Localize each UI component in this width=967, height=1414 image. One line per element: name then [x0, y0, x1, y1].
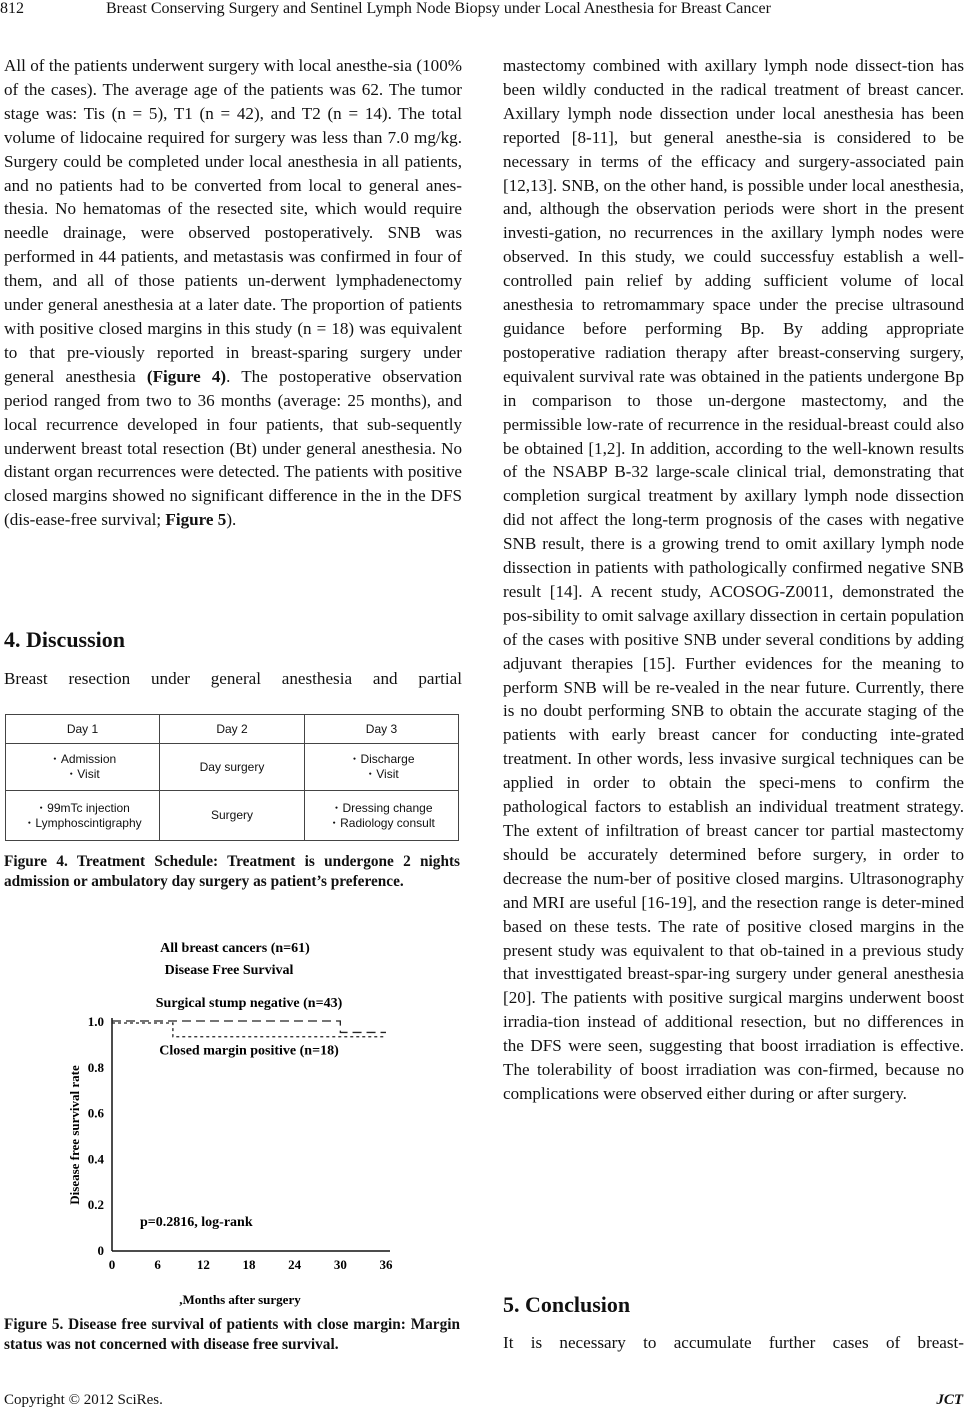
conclusion-start-paragraph: It is necessary to accumulate further cases of breast-	[503, 1333, 964, 1352]
results-text-end: ).	[226, 510, 237, 530]
table-cell	[304, 744, 458, 791]
cell-line: ・Visit	[65, 767, 100, 781]
series-line-1	[112, 1021, 386, 1032]
x-tick-label: 12	[196, 1257, 210, 1272]
y-axis-label: Disease free survival rate	[67, 1065, 82, 1205]
x-tick-label: 30	[333, 1257, 347, 1272]
x-tick-label: 0	[108, 1257, 116, 1272]
x-tick-label: 6	[154, 1257, 161, 1272]
cell-line: ・Discharge	[348, 752, 415, 766]
cell-line: ・Dressing change	[330, 800, 433, 815]
table-cell	[160, 744, 305, 791]
y-tick-label: 0	[97, 1243, 104, 1258]
x-axis-label: ,Months after surgery	[179, 1292, 301, 1307]
copyright-footer: Copyright © 2012 SciRes.	[4, 1392, 163, 1408]
section-heading-conclusion: 5. Conclusion	[503, 1292, 631, 1317]
page-number: 812	[0, 0, 24, 17]
discussion-start-paragraph: Breast resection under general anesthesia and partial	[4, 669, 462, 688]
results-paragraph	[4, 54, 462, 532]
series-line-2	[112, 1023, 386, 1037]
series-label-1: Surgical stump negative (n=43)	[155, 996, 343, 1011]
y-tick-label: 0.6	[87, 1105, 104, 1121]
section-heading-discussion: 4. Discussion	[4, 627, 126, 652]
table-row	[6, 744, 459, 791]
x-tick-label: 18	[242, 1257, 256, 1272]
series-label-2: Closed margin positive (n=18)	[159, 1043, 339, 1059]
p-value-annotation: p=0.2816, log-rank	[140, 1215, 253, 1230]
cell-line: Surgery	[210, 808, 253, 822]
plot-area	[88, 996, 393, 1272]
y-tick-label: 0.2	[87, 1197, 104, 1213]
chart-subtitle: Disease Free Survival	[164, 963, 294, 978]
cell-line: ・Radiology consult	[328, 815, 435, 830]
table-cell	[160, 791, 305, 841]
treatment-schedule-table	[5, 714, 459, 841]
x-tick-label: 24	[288, 1257, 302, 1272]
results-text: All of the patients underwent surgery with local anesthe-sia (100% of the cases). The average age of the patients was 62. The tumor stage was: Tis (n = 5), T1 (n = 42), and T2 (n = 14). The total volume of lidocaine required for surgery was less than 7.0 mg/kg. Surgery could be completed under local anesthesia in all patients, and no patients had to be converted from local to general anes-thesia. No hematomas of the resected site, which would require needle drainage, were observed postoperatively. SNB was performed in 44 patients, and metastasis was confirmed in four of them, and all of those patients un-derwent lymphadenectomy under general anesthesia at a later date. The proportion of patients with positive closed margins in this study (n = 18) was equivalent to that pre-viously reported in breast-sparing surgery under general anesthesia	[4, 56, 462, 386]
table-cell	[6, 791, 160, 841]
figure5-caption: Figure 5. Disease free survival of patients with close margin: Margin status was not concerned with disease free survival.	[4, 1316, 460, 1353]
cell-line: ・Lymphoscintigraphy	[23, 815, 142, 830]
left-column	[4, 54, 462, 532]
cell-line: ・Admission	[48, 752, 117, 766]
y-tick-label: 0.8	[87, 1059, 104, 1075]
x-tick-label: 36	[379, 1257, 393, 1272]
results-text-2: . The postoperative observation period ranged from two to 36 months (average: 25 months), and local recurrence developed in four patients, that sub-sequently underwent breast total resection (Bt) under general anesthesia. No distant organ recurrences were detected. The patients with positive closed margins showed no significant difference in the in the DFS (dis-ease-free survival;	[4, 366, 462, 530]
journal-footer: JCT	[936, 1392, 963, 1408]
figure4-caption: Figure 4. Treatment Schedule: Treatment is undergone 2 nights admission or ambulatory day surgery as patient’s preference.	[4, 853, 460, 890]
table-cell	[304, 791, 458, 841]
header-day-1: Day 1	[6, 715, 160, 744]
header-day-3: Day 3	[304, 715, 458, 744]
table-cell	[6, 744, 160, 791]
cell-line: ・Visit	[364, 767, 399, 781]
running-header	[0, 0, 967, 24]
figure5-reference: Figure 5	[165, 510, 227, 530]
y-tick-label: 1.0	[87, 1014, 104, 1029]
y-tick-label: 0.4	[87, 1151, 104, 1167]
running-title: Breast Conserving Surgery and Sentinel Lymph Node Biopsy under Local Anesthesia for Breast Cancer	[106, 0, 771, 17]
cell-line: Day surgery	[199, 759, 265, 774]
chart-title: All breast cancers (n=61)	[160, 941, 310, 956]
cell-line: ・99mTc injection	[35, 800, 130, 815]
header-day-2: Day 2	[160, 715, 305, 744]
right-column	[503, 54, 964, 1106]
figure4-reference: (Figure 4)	[146, 366, 227, 386]
dfs-chart	[60, 935, 420, 1315]
table-header-row	[6, 715, 459, 744]
table-row	[6, 791, 459, 841]
discussion-paragraph: mastectomy combined with axillary lymph node dissect-tion has been wildly conducted in the radical treatment of breast cancer. Axillary lymph node dissection under local anesthesia has been reported [8-11], but general anesthe-sia is considered to be necessary in terms of the efficacy and surgery-associated pain [12,13]. SNB, on the other hand, is possible under local anesthesia, and, although the observation periods were short in the present investi-gation, no recurrences in the axillary lymph nodes were observed. In this study, we could successfuy establish a well-controlled pain relief by adding sufficient volume of local anesthesia to retromammary space under the precise ultrasound guidance before performing Bp. By adding appropriate postoperative radiation therapy after breast-conserving surgery, equivalent survival rate was obtained in the patients undergone Bp in comparison to those un-dergone mastectomy, and the permissible low-rate of recurrence in the residual-breast could also be obtained [1,2]. In addition, according to the well-known results of the NSABP B-32 large-scale clinical trial, demonstrating that completion surgical treatment by axillary lymph node dissection did not affect the long-term prognosis of the cases with negative SNB result, there is a growing trend to omit axillary lymph node dissection in patients with pathologically confirmed negative SNB result [14]. A recent study, ACOSOG-Z0011, demonstrated the pos-sibility to omit salvage axillary dissection in certain population of the cases with positive SNB under several conditions by adding adjuvant therapies [15]. Further evidences for the meaning to perform SNB will be re-vealed in the near future. Currently, there is no doubt performing SNB to obtain the accurate staging of the patients with early breast cancer for conducting inte-grated treatment. In other words, less invasive surgical techniques can be applied in order to obtain the speci-mens to confirm the pathological factors to establish an individual treatment strategy. The extent of infiltration of breast cancer tor partial mastectomy should be accurately determined before surgery, in order to decrease the num-ber of positive closed margins. Ultrasonography and MRI are useful [16-19], and the resection range is deter-mined based on these tests. The rate of positive closed margins in the present study was equivalent to that ob-tained in a previous study that investtigated breast-spar-ing surgery under general anesthesia [20]. The patients with positive surgical margins underwent boost irradia-tion instead of additional resection, but no differences in the DFS were seen, suggesting that boost irradiation is effective. The tolerability of boost irradiation was con-firmed, because no complications were observed either during or after surgery.	[503, 56, 964, 1103]
